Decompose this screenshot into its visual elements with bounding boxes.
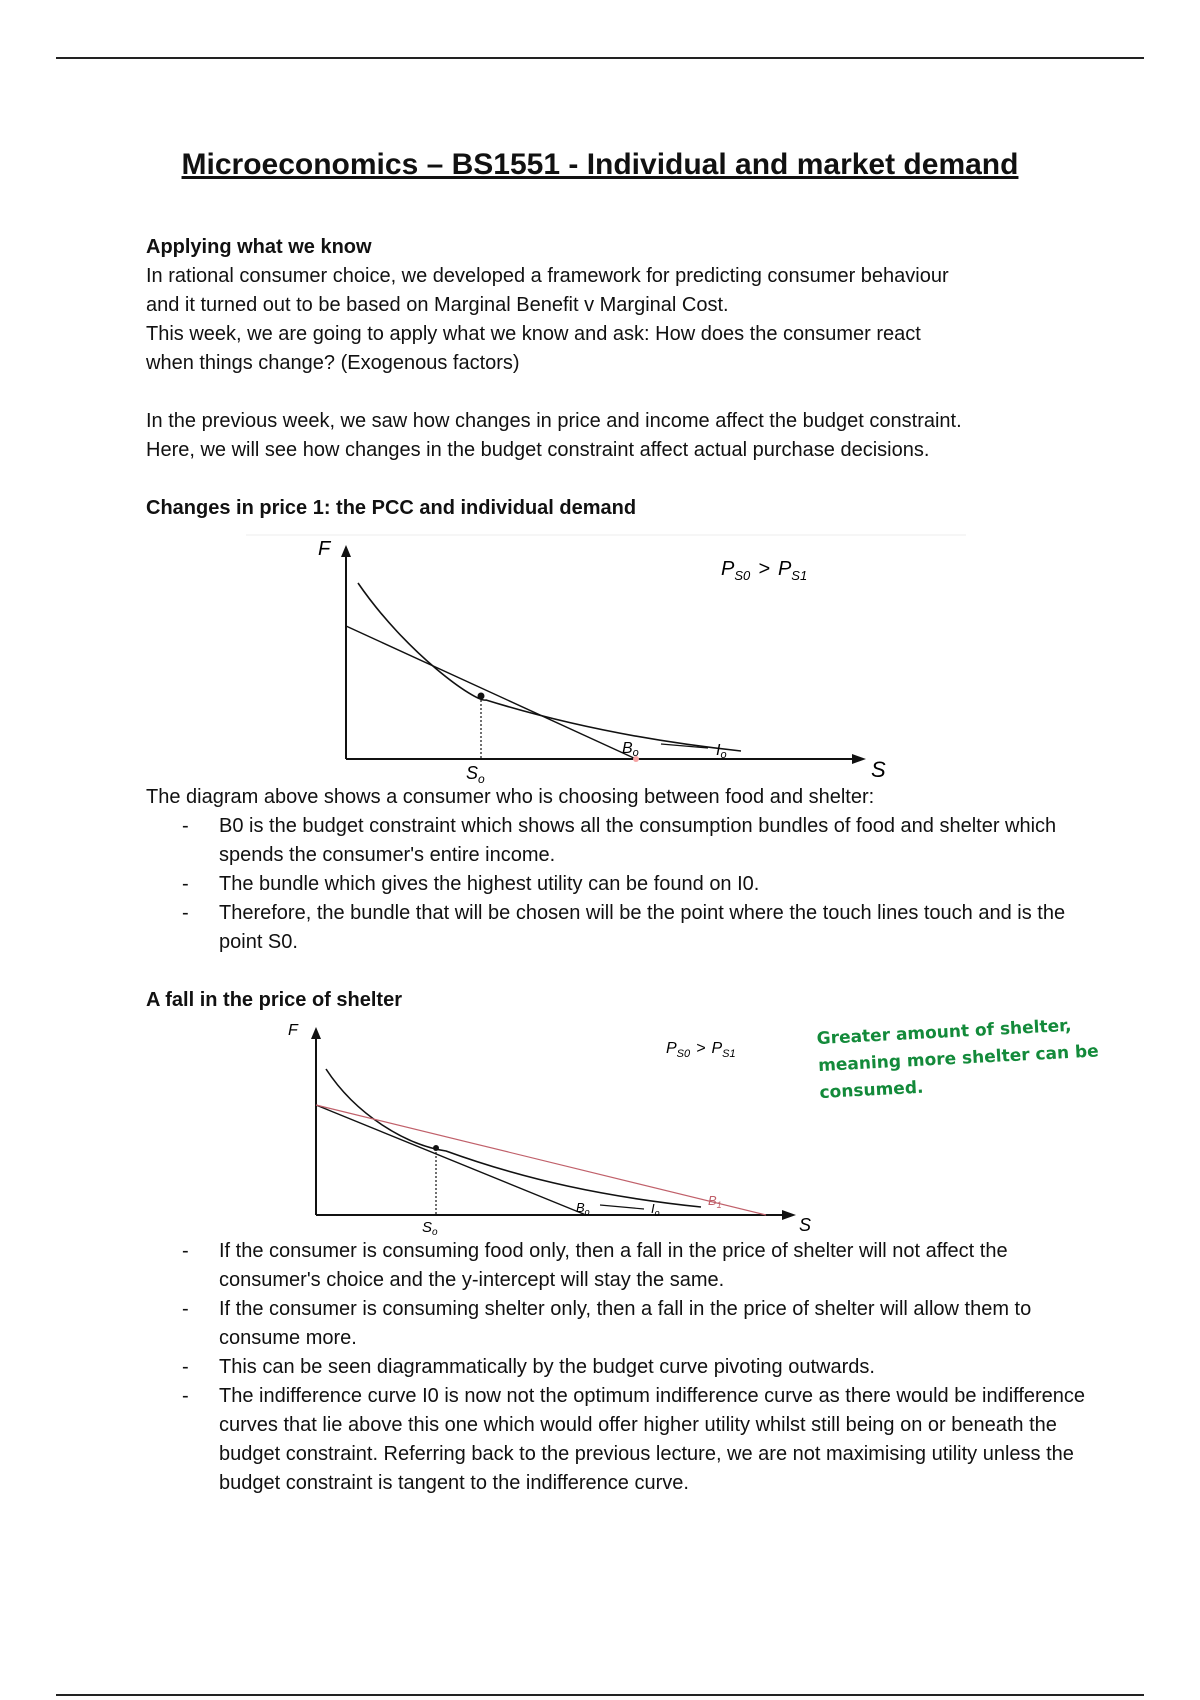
handwritten-note: Greater amount of shelter, meaning more shelter can be consumed.	[816, 1015, 1100, 1104]
section-heading-fall-price: A fall in the price of shelter	[146, 989, 402, 1011]
indifference-curve-i0	[358, 583, 741, 751]
i0-label: Io	[716, 742, 727, 761]
paragraph-line: when things change? (Exogenous factors)	[146, 352, 520, 374]
x-axis-label: S	[871, 757, 886, 782]
b0-label: $B_o$	[576, 1200, 590, 1217]
diagram-budget-constraint	[246, 533, 1046, 783]
budget-line-b1	[316, 1105, 766, 1215]
list-item: - The indifference curve I0 is now not the optimum indifference curve as there would be indifference curves that lie above this one which would offer higher utility whilst still being on or beneath the budget constraint. Referring back to the previous lecture, we are not maximising utility unless the budget constraint is tangent to the indifference curve.	[146, 1382, 1086, 1498]
x-axis-arrow	[782, 1210, 796, 1220]
i0-label: $I_o$	[651, 1201, 660, 1218]
list-item: - B0 is the budget constraint which shows all the consumption bundles of food and shelter which spends the consumer's entire income.	[146, 812, 1086, 870]
s0-label: $S_o$	[466, 763, 485, 783]
indifference-curve-i0	[326, 1069, 701, 1207]
price-relation: $P_{S0} > P_{S1}$	[666, 1040, 736, 1060]
b1-label: $B_1$	[708, 1193, 722, 1210]
list-item: - This can be seen diagrammatically by the budget curve pivoting outwards.	[146, 1353, 1086, 1382]
b0-label: Bo	[622, 740, 639, 759]
budget-line-b0	[346, 626, 636, 759]
bullet-list-diagram1	[146, 812, 1086, 957]
y-axis-arrow	[341, 545, 351, 557]
list-item: - If the consumer is consuming shelter only, then a fall in the price of shelter will allow them to consume more.	[146, 1295, 1086, 1353]
y-axis-label: F	[318, 538, 331, 560]
y-axis-label: F	[288, 1022, 298, 1039]
s0-label: $S_o$	[422, 1219, 438, 1237]
section-heading-applying: Applying what we know	[146, 236, 372, 258]
paragraph-line: Here, we will see how changes in the budget constraint affect actual purchase decisions.	[146, 439, 930, 461]
price-relation: $P_{S0} > P_{S1}$	[721, 558, 808, 583]
paragraph-line: This week, we are going to apply what we know and ask: How does the consumer react	[146, 323, 921, 345]
budget-line-b0	[316, 1105, 586, 1215]
bullet-list-diagram2	[146, 1237, 1086, 1498]
page-title: Microeconomics – BS1551 - Individual and market demand	[181, 148, 1019, 181]
header-rule	[56, 57, 1144, 59]
list-item: - Therefore, the bundle that will be chosen will be the point where the touch lines touch and is the point S0.	[146, 899, 1086, 957]
paragraph-line: In the previous week, we saw how changes in price and income affect the budget constraint.	[146, 410, 962, 432]
list-item: - If the consumer is consuming food only, then a fall in the price of shelter will not affect the consumer's choice and the y-intercept will stay the same.	[146, 1237, 1086, 1295]
list-item: - The bundle which gives the highest utility can be found on I0.	[146, 870, 1086, 899]
x-axis-arrow	[852, 754, 866, 764]
optimum-point	[433, 1145, 439, 1151]
y-axis-arrow	[311, 1027, 321, 1039]
optimum-point	[478, 693, 485, 700]
paragraph-line: In rational consumer choice, we developed a framework for predicting consumer behaviour	[146, 265, 949, 287]
footer-rule	[56, 1694, 1144, 1696]
document-body	[146, 233, 1086, 1498]
section-heading-price-changes: Changes in price 1: the PCC and individual demand	[146, 497, 637, 519]
x-axis-label: S	[799, 1215, 812, 1235]
diagram-intro: The diagram above shows a consumer who is choosing between food and shelter:	[146, 786, 875, 808]
paragraph-line: and it turned out to be based on Marginal Benefit v Marginal Cost.	[146, 294, 729, 316]
